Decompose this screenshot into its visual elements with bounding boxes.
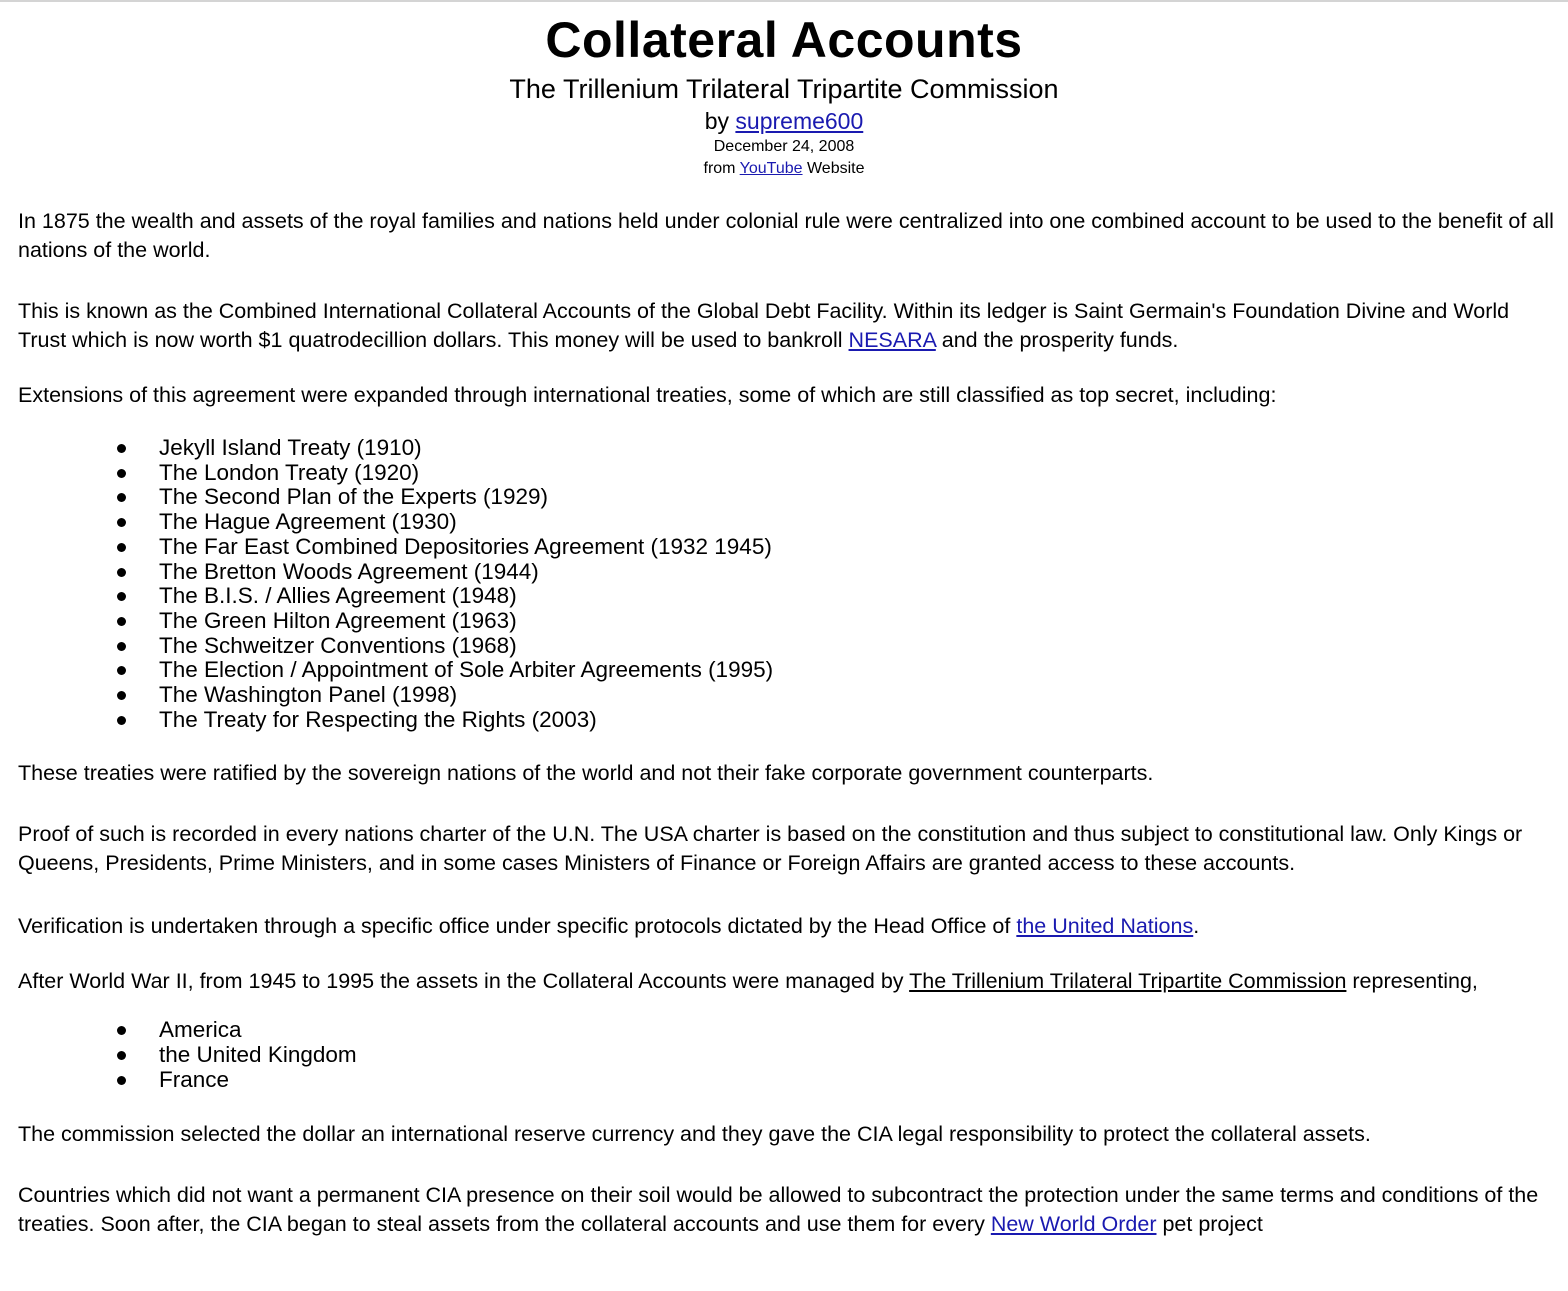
source-suffix: Website [802,160,865,177]
bullet-icon [117,617,126,626]
page-subtitle: The Trillenium Trilateral Tripartite Commission [509,74,1059,104]
article-body [18,207,1558,1239]
list-item [18,436,1558,461]
bullet-icon [117,642,126,651]
list-item-text: The Second Plan of the Experts (1929) [159,484,548,510]
list-item-text: The Treaty for Respecting the Rights (2003) [159,706,597,732]
paragraph-2 [18,297,1558,355]
paragraph-9-tail: pet project [1156,1211,1263,1236]
paragraph-1: In 1875 the wealth and assets of the royal families and nations held under colonial rule were centralized into one combined account to be used to the benefit of all nations of the world. [18,209,1554,262]
new-world-order-link[interactable]: New World Order [990,1211,1157,1236]
top-divider [0,0,1568,2]
bullet-icon [117,444,126,453]
source-line [0,158,1568,180]
list-item-text: The Washington Panel (1998) [159,682,458,708]
list-item [18,510,1558,535]
publish-date: December 24, 2008 [713,138,855,155]
nesara-link[interactable]: NESARA [848,328,936,352]
bullet-icon [117,493,126,502]
paragraph-2-tail: and the prosperity funds. [935,328,1179,352]
bullet-icon [117,592,126,601]
bullet-icon [117,1076,126,1085]
bullet-icon [117,568,126,577]
list-item [18,609,1558,634]
list-item-text: The Hague Agreement (1930) [159,509,457,535]
commission-link[interactable]: The Trillenium Trilateral Tripartite Commission [909,969,1347,994]
page-title: Collateral Accounts [545,12,1023,68]
list-item-text: The B.I.S. / Allies Agreement (1948) [159,583,517,609]
paragraph-7-text: After World War II, from 1945 to 1995 the assets in the Collateral Accounts were managed by [18,969,910,994]
list-item-text: America [159,1017,242,1043]
paragraph-6-text: Verification is undertaken through a specific office under specific protocols dictated by the Head Office of [18,914,1017,939]
paragraph-4: These treaties were ratified by the sovereign nations of the world and not their fake corporate government counterparts. [18,761,1154,786]
byline-prefix: by [704,108,736,134]
list-item [18,560,1558,585]
list-item-text: The Green Hilton Agreement (1963) [159,607,517,633]
list-item [18,461,1558,486]
treaty-list [18,436,1558,732]
list-item [18,634,1558,659]
source-prefix: from [703,160,740,177]
list-item-text: The Election / Appointment of Sole Arbiter Agreements (1995) [159,657,774,683]
bullet-icon [117,1051,126,1060]
list-item [18,683,1558,708]
paragraph-9 [18,1181,1558,1239]
list-item-text: The Schweitzer Conventions (1968) [159,632,517,658]
bullet-icon [117,691,126,700]
list-item [18,1043,1558,1068]
bullet-icon [117,543,126,552]
list-item-text: the United Kingdom [159,1042,357,1068]
list-item-text: France [159,1066,230,1092]
bullet-icon [117,666,126,675]
bullet-icon [117,1026,126,1035]
list-item [18,708,1558,733]
article-header [0,10,1568,180]
list-item [18,1018,1558,1043]
bullet-icon [117,469,126,478]
author-link[interactable]: supreme600 [735,108,864,134]
paragraph-6 [18,912,1558,941]
list-item [18,1068,1558,1093]
list-item [18,584,1558,609]
source-youtube-link[interactable]: YouTube [739,160,803,177]
country-list [18,1018,1558,1092]
paragraph-2-text: This is known as the Combined International Collateral Accounts of the Global Debt Facility. Within its ledger is Saint Germain's Foundation Divine and World Trust which is now worth $1 quatrodecillion dollars. This money will be used to bankroll [18,299,1510,352]
list-item-text: The Bretton Woods Agreement (1944) [159,558,539,584]
paragraph-7-tail: representing, [1346,969,1478,994]
paragraph-6-tail: . [1193,914,1200,939]
list-item-text: The London Treaty (1920) [159,459,420,485]
byline [0,106,1568,136]
list-item [18,535,1558,560]
paragraph-9-text: Countries which did not want a permanent CIA presence on their soil would be allowed to subcontract the protection under the same terms and conditions of the treaties. Soon after, the CIA began to steal assets from the collateral accounts and use them for every [18,1182,1539,1236]
list-item-text: The Far East Combined Depositories Agreement (1932 1945) [159,533,772,559]
paragraph-8: The commission selected the dollar an international reserve currency and they gave the CIA legal responsibility to protect the collateral assets. [18,1121,1371,1146]
bullet-icon [117,716,126,725]
paragraph-3: Extensions of this agreement were expanded through international treaties, some of which are still classified as top secret, including: [18,383,1277,407]
list-item-text: Jekyll Island Treaty (1910) [159,435,422,460]
list-item [18,658,1558,683]
united-nations-link[interactable]: the United Nations [1016,914,1194,939]
bullet-icon [117,518,126,527]
list-item [18,485,1558,510]
paragraph-7 [18,967,1558,996]
paragraph-5: Proof of such is recorded in every nations charter of the U.N. The USA charter is based on the constitution and thus subject to constitutional law. Only Kings or Queens, Presidents, Prime Ministers, and in some cases Ministers of Finance or Foreign Affairs are granted access to these accounts. [18,822,1523,876]
